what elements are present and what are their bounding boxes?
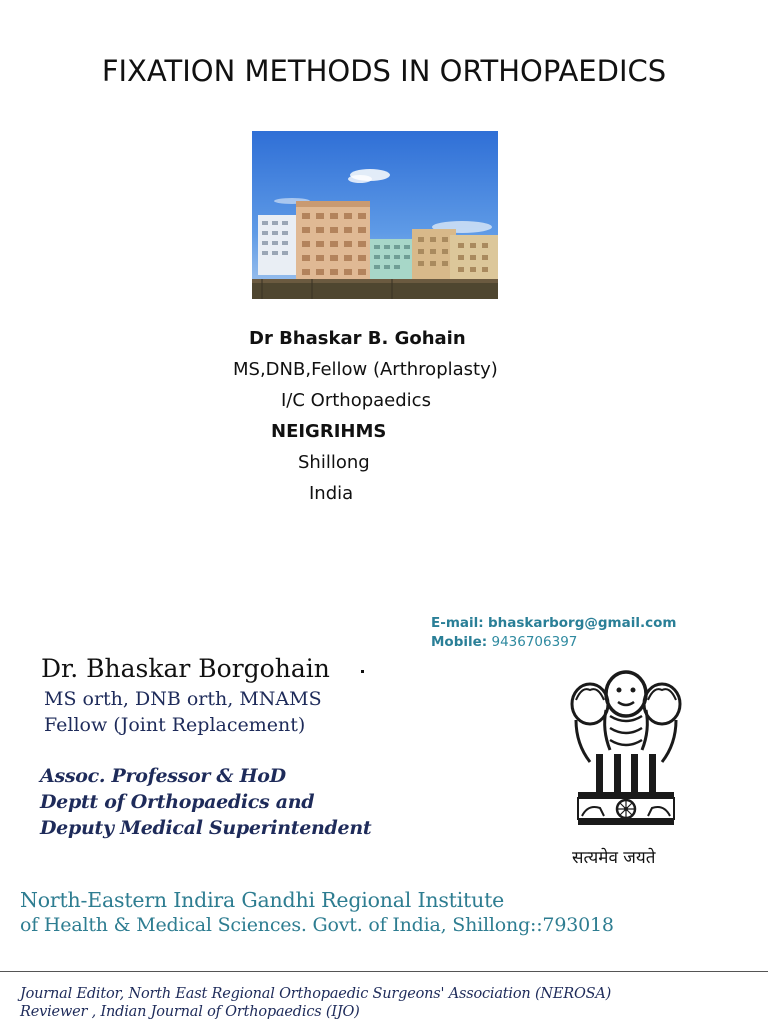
hospital-buildings-photo	[252, 131, 498, 299]
card-name: Dr. Bhaskar Borgohain	[41, 654, 330, 683]
mobile-value: 9436706397	[491, 634, 578, 650]
mobile-label: Mobile:	[431, 634, 488, 650]
card-role-3: Deputy Medical Superintendent	[40, 817, 372, 839]
page-title: FIXATION METHODS IN ORTHOPAEDICS	[101, 54, 667, 88]
author-name: Dr Bhaskar B. Gohain	[249, 328, 466, 349]
card-role-1: Assoc. Professor & HoD	[40, 765, 286, 787]
institute-line-1: North-Eastern Indira Gandhi Regional Institute	[20, 888, 505, 912]
author-degrees: MS,DNB,Fellow (Arthroplasty)	[233, 359, 498, 380]
card-name-dot	[361, 670, 364, 673]
footer-line-2: Reviewer , Indian Journal of Orthopaedics (IJO)	[20, 1004, 360, 1020]
footer-line-1: Journal Editor, North East Regional Orthopaedic Surgeons' Association (NEROSA)	[20, 986, 612, 1002]
author-institute: NEIGRIHMS	[271, 421, 387, 442]
footer-divider	[0, 971, 768, 972]
card-fellowship: Fellow (Joint Replacement)	[44, 714, 306, 736]
author-country: India	[309, 483, 354, 504]
email-value[interactable]: bhaskarborg@gmail.com	[487, 615, 677, 631]
email-line	[431, 615, 676, 631]
emblem-motto: सत्यमेव जयते	[572, 848, 656, 868]
card-role-2: Deptt of Orthopaedics and	[40, 791, 315, 813]
card-qualifications: MS orth, DNB orth, MNAMS	[44, 688, 322, 710]
state-emblem-icon	[566, 670, 686, 840]
institute-line-2: of Health & Medical Sciences. Govt. of India, Shillong::793018	[20, 914, 614, 936]
author-city: Shillong	[298, 452, 370, 473]
mobile-line	[431, 634, 577, 650]
email-label: E-mail:	[431, 615, 484, 631]
author-position: I/C Orthopaedics	[281, 390, 431, 411]
